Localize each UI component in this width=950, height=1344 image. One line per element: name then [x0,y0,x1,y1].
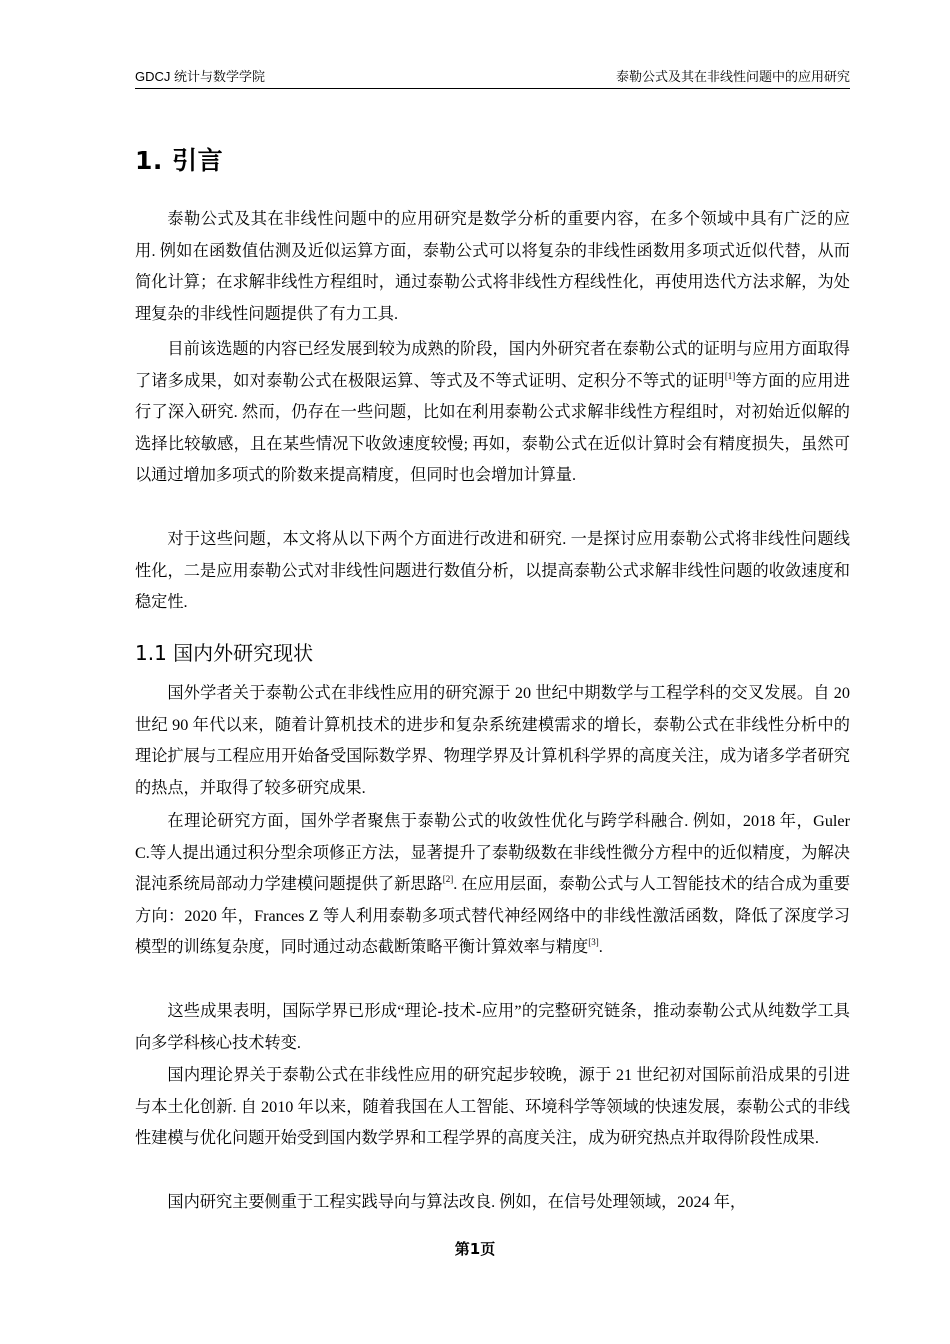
header-paper-title: 泰勒公式及其在非线性问题中的应用研究 [615,69,850,84]
citation-1: [1] [724,370,736,381]
paragraph-7: 国内理论界关于泰勒公式在非线性应用的研究起步较晚，源于 21 世纪初对国际前沿成果的引进与本土化创新. 自 2010 年以来，随着我国在人工智能、环境科学等领域的快速发展，泰勒公式的非线性建模与优化问题开始受到国内数学界和工程学界的高度关注，成为研究热点并取得阶段性成果. [135,1066,850,1147]
paragraph-5-text-b: . 在应用层面，泰勒公式与人工智能技术的结合成为重要方向：2020 年，Frances Z 等人利用泰勒多项式替代神经网络中的非线性激活函数，降低了深度学习模型的训练复杂度，同时通过动态截断策略平衡计算效率与精度 [135,875,851,956]
paragraph-4: 国外学者关于泰勒公式在非线性应用的研究源于 20 世纪中期数学与工程学科的交叉发展。自 20 世纪 90 年代以来，随着计算机技术的进步和复杂系统建模需求的增长，泰勒公式在非线性分析中的理论扩展与工程应用开始备受国际数学界、物理学界及计算机科学界的高度关注，成为诸多学者研究的热点，并取得了较多研究成果. [135,684,850,797]
running-header [135,66,850,89]
citation-3: [3] [588,937,599,947]
paragraph-5-text-a: 在理论研究方面，国外学者聚焦于泰勒公式的收敛性优化与跨学科融合. 例如，2018 年，Guler C.等人提出通过积分型余项修正方法，显著提升了泰勒级数在非线性微分方程中的近似精度，为解决混沌系统局部动力学建模问题提供了新思路 [135,812,850,893]
paragraph-5-text-c: . [598,938,603,956]
paragraph-2 [135,334,850,492]
paragraph-3: 对于这些问题，本文将从以下两个方面进行改进和研究. 一是探讨应用泰勒公式将非线性问题线性化，二是应用泰勒公式对非线性问题进行数值分析，以提高泰勒公式求解非线性问题的收敛速度和稳定性. [135,530,850,611]
paragraph-1: 泰勒公式及其在非线性问题中的应用研究是数学分析的重要内容，在多个领域中具有广泛的应用. 例如在函数值估测及近似运算方面，泰勒公式可以将复杂的非线性函数用多项式近似代替，从而简化计算；在求解非线性方程组时，通过泰勒公式将非线性方程线性化，再使用迭代方法求解，为处理复杂的非线性问题提供了有力工具. [135,210,850,323]
page-number: 第1页 [454,1240,496,1258]
paragraph-2-text-a: 目前该选题的内容已经发展到较为成熟的阶段，国内外研究者在泰勒公式的证明与应用方面取得了诸多成果，如对泰勒公式在极限运算、等式及不等式证明、定积分不等式的证明 [135,340,850,390]
paragraph-2-text-b: 等方面的应用进行了深入研究. 然而，仍存在一些问题，比如在利用泰勒公式求解非线性方程组时，对初始近似解的选择比较敏感，且在某些情况下收敛速度较慢; 再如，泰勒公式在近似计算时会有精度损失，虽然可以通过增加多项式的阶数来提高精度，但同时也会增加计算量. [135,371,850,484]
paragraph-5 [135,806,850,964]
paragraph-6: 这些成果表明，国际学界已形成“理论-技术-应用”的完整研究链条，推动泰勒公式从纯数学工具向多学科核心技术转变. [135,1002,850,1052]
paragraph-8: 国内研究主要侧重于工程实践导向与算法改良. 例如，在信号处理领域，2024 年， [167,1193,747,1211]
header-school: GDCJ 统计与数学学院 [135,69,266,84]
citation-2: [2] [442,874,454,884]
section-heading: 1. 引言 [135,146,224,175]
subsection-heading: 1.1 国内外研究现状 [135,641,314,665]
